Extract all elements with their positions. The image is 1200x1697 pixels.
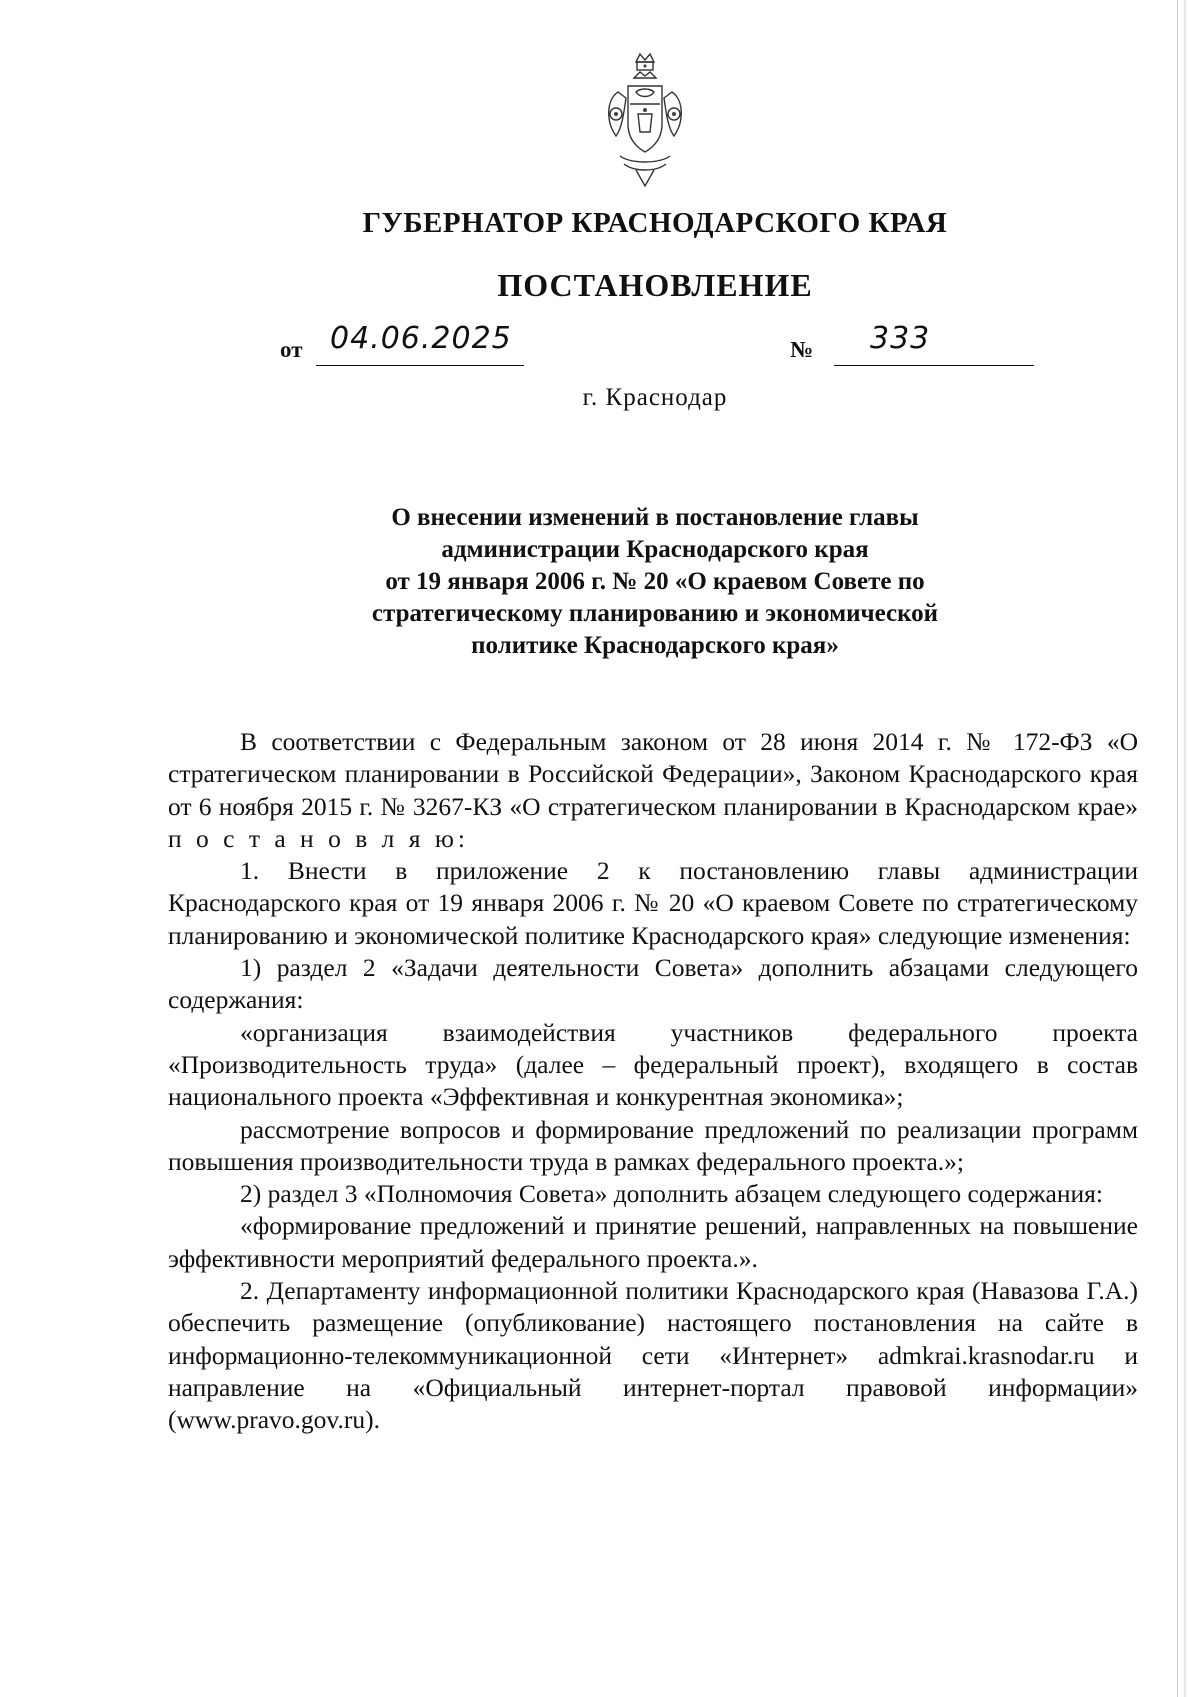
coat-of-arms-icon	[600, 52, 690, 190]
decree-word: п о с т а н о в л я ю:	[168, 823, 469, 853]
preamble-paragraph	[168, 726, 1138, 855]
date-label: от	[280, 337, 303, 362]
scan-edge-line	[1177, 0, 1178, 1697]
number-value: 333	[870, 321, 931, 356]
body-paragraph: 2) раздел 3 «Полномочия Совета» дополнить абзацем следующего содержания:	[240, 1179, 1103, 1209]
number-label: №	[790, 337, 814, 362]
document-type: ПОСТАНОВЛЕНИЕ	[497, 267, 813, 303]
date-field	[316, 321, 524, 366]
issuing-authority: ГУБЕРНАТОР КРАСНОДАРСКОГО КРАЯ	[362, 207, 948, 239]
body-paragraph: «формирование предложений и принятие решений, направленных на повышение эффективности мероприятий федерального проекта.».	[168, 1211, 1138, 1273]
body-paragraph: «организация взаимодействия участников федерального проекта «Производительность труда» (далее – федеральный проект), входящего в состав национального проекта «Эффективная и конкурентная экономика»;	[168, 1017, 1138, 1112]
preamble-text: В соответствии с Федеральным законом от 28 июня 2014 г. № 172-ФЗ «О стратегическом планировании в Российской Федерации», Законом Краснодарского края от 6 ноября 2015 г. № 3267-КЗ «О стратегическом планировании в Краснодарском крае»	[168, 727, 1138, 821]
city-line: г. Краснодар	[582, 384, 728, 411]
body-paragraph: 1) раздел 2 «Задачи деятельности Совета» дополнить абзацами следующего содержания:	[168, 953, 1138, 1015]
date-value: 04.06.2025	[330, 321, 512, 356]
title-line: администрации Краснодарского края	[441, 536, 869, 563]
title-line: О внесении изменений в постановление главы	[391, 504, 919, 531]
scan-edge-shadow	[1184, 0, 1186, 1697]
document-body	[168, 726, 1138, 1437]
document-title	[290, 502, 1020, 662]
body-paragraph: 1. Внести в приложение 2 к постановлению главы администрации Краснодарского края от 19 января 2006 г. № 20 «О краевом Совете по стратегическому планированию и экономической политике Краснодарского края» следующие изменения:	[168, 856, 1138, 950]
title-line: политике Краснодарского края»	[471, 632, 839, 659]
body-paragraph: 2. Департаменту информационной политики Краснодарского края (Навазова Г.А.) обеспечить размещение (опубликование) настоящего постановления на сайте в информационно-телекоммуникационной сети «Интернет» admkrai.krasnodar.ru и направление на «Официальный интернет-портал правовой информации» (www.pravo.gov.ru).	[168, 1276, 1138, 1435]
number-field	[834, 321, 1034, 366]
title-line: стратегическому планированию и экономической	[371, 600, 939, 627]
title-line: от 19 января 2006 г. № 20 «О краевом Совете по	[385, 568, 925, 595]
body-paragraph: рассмотрение вопросов и формирование предложений по реализации программ повышения производительности труда в рамках федерального проекта.»;	[168, 1114, 1138, 1176]
